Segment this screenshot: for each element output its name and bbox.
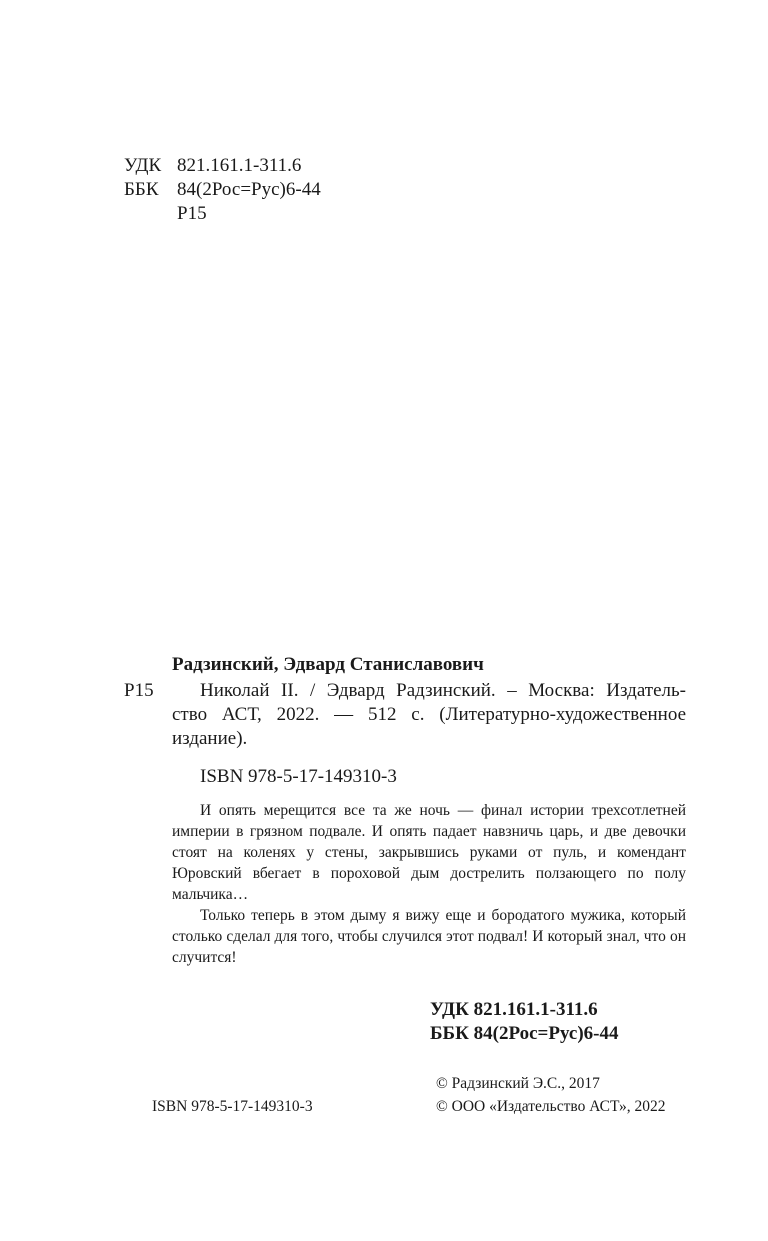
bbk-label: ББК (124, 179, 159, 200)
author-heading: Радзинский, Эдвард Станиславович (172, 654, 484, 675)
footer-isbn: ISBN 978-5-17-149310-3 (152, 1098, 313, 1115)
copyright-publisher: © ООО «Издательство АСТ», 2022 (436, 1098, 666, 1115)
author-mark: Р15 (177, 203, 207, 224)
bibliographic-description (200, 679, 686, 703)
bottom-udk: УДК 821.161.1-311.6 (430, 999, 598, 1020)
author-mark-row (124, 202, 321, 226)
description-line-2: ство АСТ, 2022. — 512 с. (Литературно-художественное (172, 704, 686, 725)
annotation-paragraph-1: И опять мерещится все та же ночь — финал истории трехсотлетней империи в грязном подвале. И опять падает навзничь царь, и две девочки стоят на коленях у стены, закрывшись руками от пуль, и комендант Юровский вбегает в пороховой дым дострелить ползающего по полу мальчика… (172, 802, 686, 903)
udk-row (124, 154, 321, 178)
udk-label: УДК (124, 155, 162, 176)
udk-value: 821.161.1-311.6 (177, 155, 302, 176)
bottom-bbk: ББК 84(2Рос=Рус)6-44 (430, 1023, 619, 1044)
bbk-row (124, 178, 321, 202)
bbk-value: 84(2Рос=Рус)6-44 (177, 179, 321, 200)
top-classification (124, 154, 321, 226)
bibliographic-description-cont (172, 703, 686, 751)
description-line-1: Николай II. / Эдвард Радзинский. – Москва: Издатель- (200, 680, 686, 701)
copyright-author: © Радзинский Э.С., 2017 (436, 1075, 600, 1092)
catalog-isbn: ISBN 978-5-17-149310-3 (200, 766, 397, 787)
description-line-3: издание). (172, 728, 248, 749)
annotation-paragraph-2: Только теперь в этом дыму я вижу еще и бородатого мужика, который столько сделал для того, чтобы случился этот подвал! И который знал, что он случится! (172, 907, 686, 966)
catalog-author-mark: Р15 (124, 680, 154, 701)
annotation (172, 800, 686, 968)
